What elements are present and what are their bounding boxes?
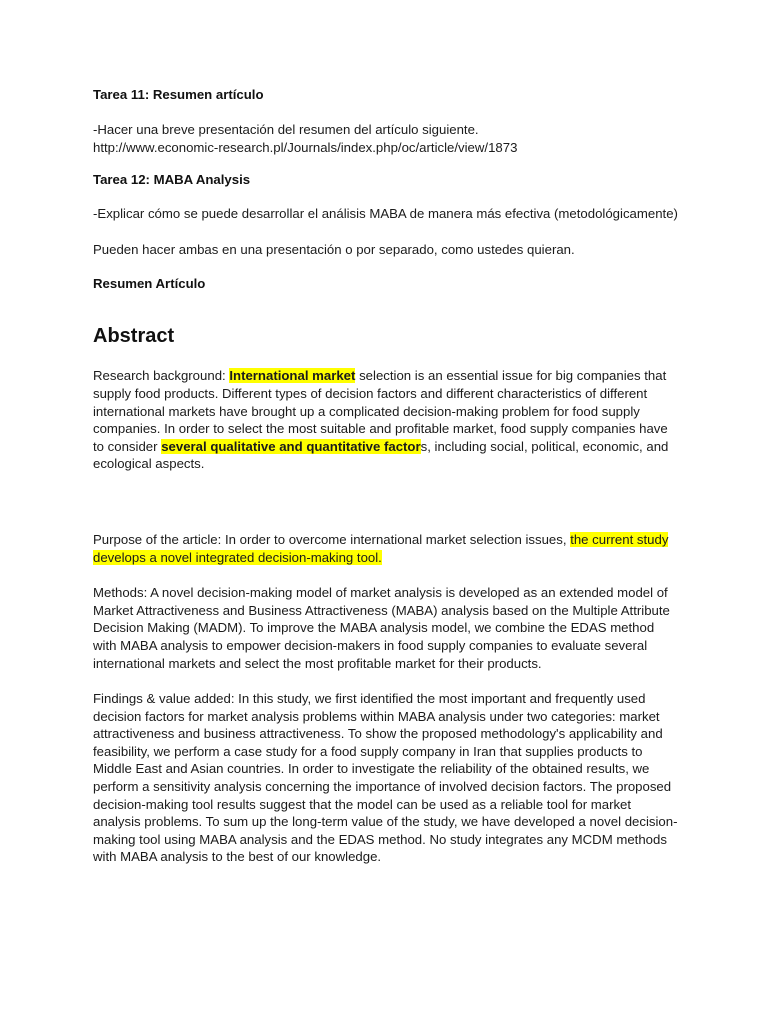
- abstract-purpose-paragraph: [93, 531, 678, 566]
- abstract-heading: Abstract: [93, 325, 175, 348]
- highlight-current-study: the current study develops a novel integrated decision-making tool.: [93, 531, 669, 565]
- purpose-text: Purpose of the article: In order to overcome international market selection issues,: [93, 531, 571, 547]
- task-12-instruction: -Explicar cómo se puede desarrollar el análisis MABA de manera más efectiva (metodológicamente): [93, 206, 678, 222]
- presentation-note: Pueden hacer ambas en una presentación o por separado, como ustedes quieran.: [93, 241, 575, 257]
- task-11-title: Tarea 11: Resumen artículo: [93, 87, 264, 102]
- background-text-2: selection is an essential issue for big companies that supply food products. Different types of decision factors and different characteristics of different international markets have brought up a complicated decision-making problem for food supply companies. In order to select the most suitable and profitable market, food supply companies have to consider: [93, 368, 668, 454]
- article-link[interactable]: http://www.economic-research.pl/Journals/index.php/oc/article/view/1873: [93, 139, 518, 155]
- background-text-3: s, including social, political, economic, and ecological aspects.: [93, 438, 669, 472]
- abstract-background-paragraph: [93, 367, 678, 473]
- document-page: [93, 86, 678, 866]
- task-11-instruction: [93, 121, 678, 156]
- task-11-instruction-text: -Hacer una breve presentación del resumen del artículo siguiente.: [93, 122, 479, 137]
- abstract-methods-paragraph: Methods: A novel decision-making model of market analysis is developed as an extended model of Market Attractiveness and Business Attractiveness (MABA) analysis based on the Multiple Attribute Decision Making (MADM). To improve the MABA analysis model, we combine the EDAS method with MABA analysis to empower decision-makers in food supply companies to evaluate several international markets and select the most profitable market for their products.: [93, 585, 670, 671]
- highlight-international-market: International market: [229, 368, 356, 384]
- highlight-qualitative-quantitative-factors: several qualitative and quantitative factor: [161, 438, 421, 454]
- background-text-1: Research background:: [93, 368, 230, 384]
- abstract-findings-paragraph: Findings & value added: In this study, we first identified the most important and frequently used decision factors for market analysis problems within MABA analysis under two categories: market attractiveness and business attractiveness. To show the proposed methodology's applicability and feasibility, we perform a case study for a food supply company in Iran that supplies products to Middle East and Asian countries. In order to investigate the reliability of the obtained results, we perform a sensitivity analysis concerning the importance of involved decision factors. The proposed decision-making tool results suggest that the model can be used as a reliable tool for market analysis problems. To sum up the long-term value of the study, we have developed a novel decision-making tool using MABA analysis and the EDAS method. No study integrates any MCDM methods with MABA analysis to the best of our knowledge.: [93, 691, 678, 865]
- summary-heading: Resumen Artículo: [93, 276, 206, 292]
- task-12-title: Tarea 12: MABA Analysis: [93, 172, 251, 188]
